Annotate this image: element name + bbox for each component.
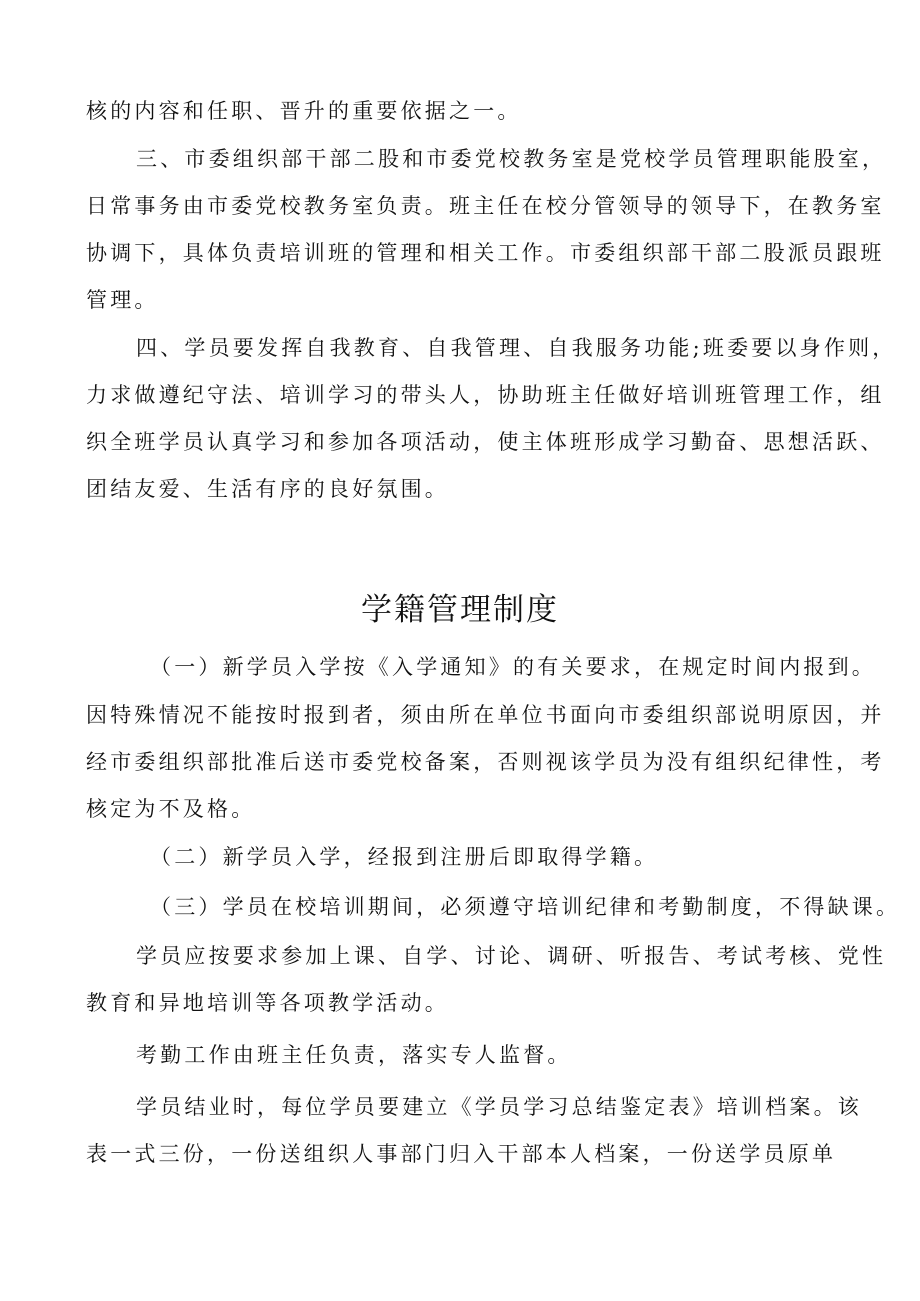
paragraph-line: 因特殊情况不能按时报到者，须由所在单位书面向市委组织部说明原因，并 [86, 703, 885, 727]
paragraph-line: 管理。 [86, 288, 159, 312]
paragraph-line: 考勤工作由班主任负责，落实专人监督。 [136, 1043, 572, 1067]
paragraph-line: 协调下，具体负责培训班的管理和相关工作。市委组织部干部二股派员跟班 [86, 241, 885, 265]
paragraph-line: 经市委组织部批准后送市委党校备案，否则视该学员为没有组织纪律性，考 [86, 750, 885, 774]
paragraph-line: 织全班学员认真学习和参加各项活动，使主体班形成学习勤奋、思想活跃、 [86, 430, 885, 454]
paragraph-line: （一）新学员入学按《入学通知》的有关要求，在规定时间内报到。 [150, 655, 876, 679]
paragraph-line: 三、市委组织部干部二股和市委党校教务室是党校学员管理职能股室， [136, 147, 887, 171]
section-title: 学籍管理制度 [361, 592, 559, 628]
paragraph-line: 四、学员要发挥自我教育、自我管理、自我服务功能;班委要以身作则， [136, 336, 897, 360]
paragraph-line: （三）学员在校培训期间，必须遵守培训纪律和考勤制度，不得缺课。 [150, 895, 901, 919]
paragraph-line: 学员结业时，每位学员要建立《学员学习总结鉴定表》培训档案。该 [136, 1095, 862, 1119]
paragraph-line: 核的内容和任职、晋升的重要依据之一。 [86, 99, 522, 123]
paragraph-line: 学员应按要求参加上课、自学、讨论、调研、听报告、考试考核、党性 [136, 944, 887, 968]
paragraph-line: 表一式三份，一份送组织人事部门归入干部本人档案，一份送学员原单 [86, 1142, 837, 1166]
paragraph-line: 核定为不及格。 [86, 797, 256, 821]
paragraph-line: 日常事务由市委党校教务室负责。班主任在校分管领导的领导下，在教务室 [86, 194, 885, 218]
paragraph-line: （二）新学员入学，经报到注册后即取得学籍。 [150, 845, 659, 869]
paragraph-line: 力求做遵纪守法、培训学习的带头人，协助班主任做好培训班管理工作，组 [86, 383, 885, 407]
paragraph-line: 团结友爱、生活有序的良好氛围。 [86, 477, 449, 501]
paragraph-line: 教育和异地培训等各项教学活动。 [86, 991, 449, 1015]
